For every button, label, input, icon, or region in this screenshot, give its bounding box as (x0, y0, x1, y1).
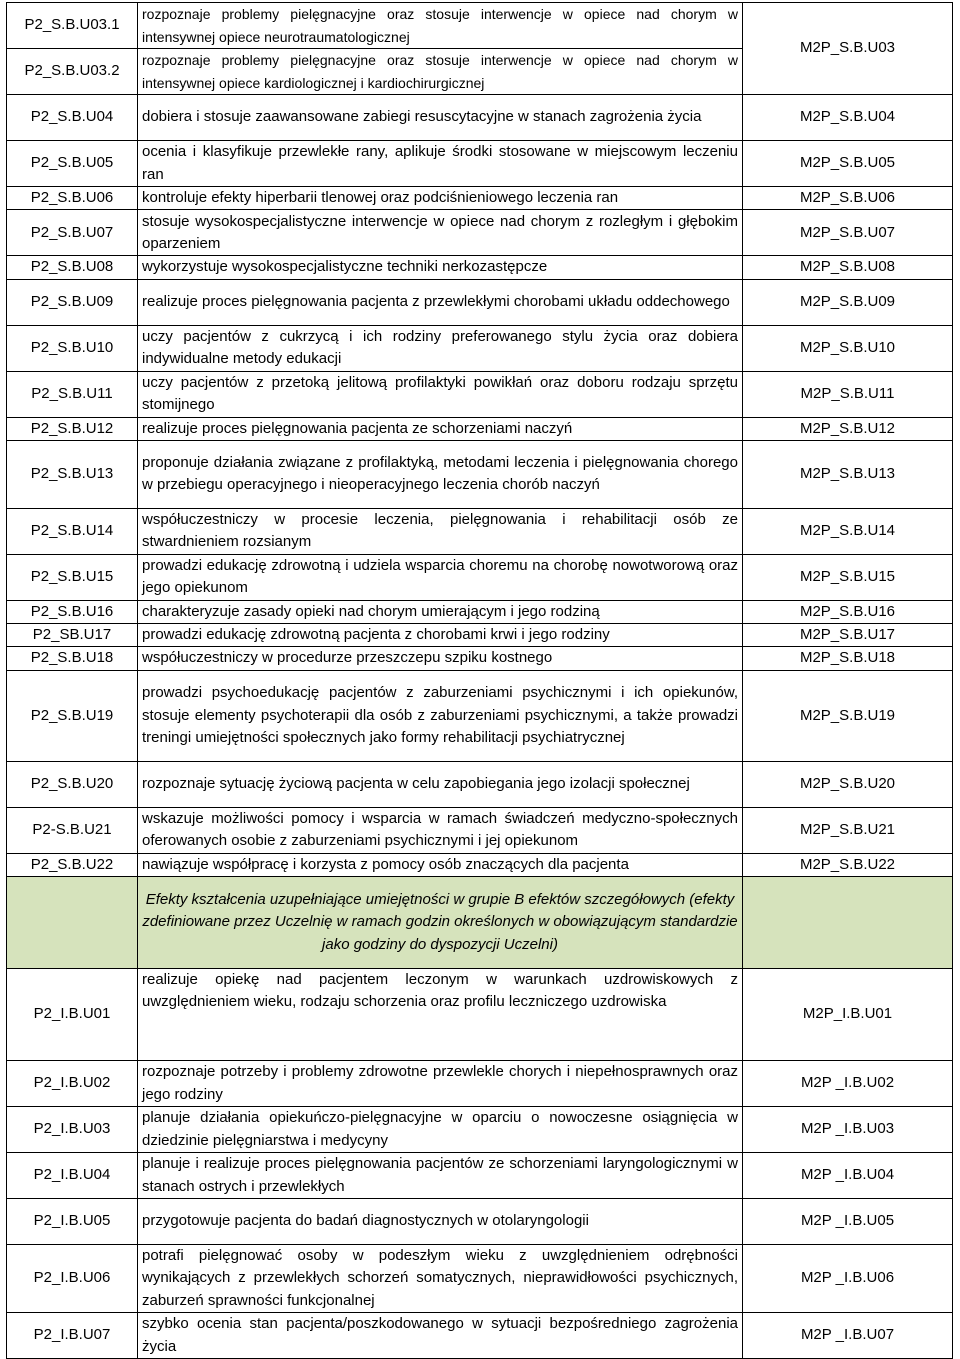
table-row (7, 1245, 953, 1313)
outcome-code: P2_S.B.U19 (7, 670, 138, 761)
outcome-description: realizuje proces pielęgnowania pacjenta ze schorzeniami naczyń (138, 417, 743, 440)
outcome-code: P2_SB.U17 (7, 624, 138, 647)
outcome-reference: M2P_S.B.U10 (743, 325, 953, 371)
outcome-code: P2_I.B.U01 (7, 969, 138, 1061)
outcome-reference: M2P _I.B.U04 (743, 1153, 953, 1199)
outcome-reference: M2P_S.B.U16 (743, 600, 953, 623)
outcome-reference: M2P_S.B.U04 (743, 95, 953, 141)
outcome-code: P2_S.B.U06 (7, 187, 138, 210)
outcome-description: prowadzi edukację zdrowotną i udziela wsparcia choremu na chorobę nowotworową oraz jego opiekunom (138, 554, 743, 600)
outcome-code: P2_S.B.U04 (7, 95, 138, 141)
outcome-code: P2_I.B.U04 (7, 1153, 138, 1199)
outcome-description: rozpoznaje potrzeby i problemy zdrowotne przewlekle chorych i niepełnosprawnych oraz jego rodziny (138, 1061, 743, 1107)
outcome-description: współuczestniczy w procedurze przeszczepu szpiku kostnego (138, 647, 743, 670)
outcome-description: kontroluje efekty hiperbarii tlenowej oraz podciśnieniowego leczenia ran (138, 187, 743, 210)
outcome-description: rozpoznaje sytuację życiową pacjenta w celu zapobiegania jego izolacji społecznej (138, 761, 743, 807)
outcome-reference: M2P_S.B.U12 (743, 417, 953, 440)
outcome-code: P2_S.B.U03.2 (7, 49, 138, 95)
table-row (7, 969, 953, 1061)
outcome-code: P2_I.B.U05 (7, 1199, 138, 1245)
table-row (7, 187, 953, 210)
outcome-code: P2_S.B.U12 (7, 417, 138, 440)
table-row (7, 1107, 953, 1153)
outcome-code: P2_I.B.U07 (7, 1313, 138, 1359)
outcome-description: prowadzi psychoedukację pacjentów z zaburzeniami psychicznymi i ich opiekunów, stosuje elementy psychoterapii dla osób z zaburzeniami psychicznymi, a także prowadzi treningi umiejętności społecznych jako formy rehabilitacji psychiatrycznej (138, 670, 743, 761)
table-row (7, 325, 953, 371)
section-banner: Efekty kształcenia uzupełniające umiejętności w grupie B efektów szczegółowych (efekty zdefiniowane przez Uczelnię w ramach godzin określonych w obowiązującym standardzie jako godziny do dyspozycji Uczelni) (138, 877, 743, 969)
table-row (7, 624, 953, 647)
outcome-code: P2_S.B.U11 (7, 371, 138, 417)
outcome-description: uczy pacjentów z cukrzycą i ich rodziny preferowanego stylu życia oraz dobiera indywidualne metody edukacji (138, 325, 743, 371)
table-row (7, 3, 953, 49)
outcome-description: rozpoznaje problemy pielęgnacyjne oraz stosuje interwencje w opiece nad chorym w intensywnej opiece kardiologicznej i kardiochirurgicznej (138, 49, 743, 95)
outcome-description: planuje działania opiekuńczo-pielęgnacyjne w oparciu o nowoczesne osiągnięcia w dziedzinie pielęgniarstwa i medycyny (138, 1107, 743, 1153)
outcome-code: P2_S.B.U09 (7, 279, 138, 325)
outcome-code: P2_S.B.U16 (7, 600, 138, 623)
outcome-code: P2_I.B.U03 (7, 1107, 138, 1153)
outcome-reference: M2P_S.B.U05 (743, 141, 953, 187)
outcome-code: P2_S.B.U08 (7, 256, 138, 279)
table-row (7, 853, 953, 876)
outcome-description: uczy pacjentów z przetoką jelitową profilaktyki powikłań oraz doboru rodzaju sprzętu stomijnego (138, 371, 743, 417)
outcome-reference: M2P_S.B.U22 (743, 853, 953, 876)
table-row (7, 1153, 953, 1199)
outcome-reference: M2P_S.B.U18 (743, 647, 953, 670)
outcome-code: P2_S.B.U20 (7, 761, 138, 807)
outcome-reference: M2P _I.B.U05 (743, 1199, 953, 1245)
table-row (7, 279, 953, 325)
table-row (7, 371, 953, 417)
outcome-reference: M2P_S.B.U08 (743, 256, 953, 279)
outcome-description: charakteryzuje zasady opieki nad chorym umierającym i jego rodziną (138, 600, 743, 623)
outcome-description: rozpoznaje problemy pielęgnacyjne oraz stosuje interwencje w opiece nad chorym w intensywnej opiece neurotraumatologicznej (138, 3, 743, 49)
outcome-code: P2_S.B.U13 (7, 440, 138, 508)
table-row (7, 807, 953, 853)
outcome-description: współuczestniczy w procesie leczenia, pielęgnowania i rehabilitacji osób ze stwardnieniem rozsianym (138, 508, 743, 554)
section-banner-row (7, 877, 953, 969)
outcome-reference: M2P_S.B.U11 (743, 371, 953, 417)
table-row (7, 1313, 953, 1359)
outcome-description: stosuje wysokospecjalistyczne interwencje w opiece nad chorym z rozległym i głębokim oparzeniem (138, 210, 743, 256)
table-row (7, 761, 953, 807)
outcome-description: realizuje proces pielęgnowania pacjenta z przewlekłymi chorobami układu oddechowego (138, 279, 743, 325)
outcome-description: szybko ocenia stan pacjenta/poszkodowanego w sytuacji bezpośredniego zagrożenia życia (138, 1313, 743, 1359)
table-row (7, 141, 953, 187)
outcome-reference: M2P_I.B.U01 (743, 969, 953, 1061)
outcome-reference: M2P _I.B.U06 (743, 1245, 953, 1313)
outcome-reference: M2P_S.B.U21 (743, 807, 953, 853)
outcome-description: wskazuje możliwości pomocy i wsparcia w ramach świadczeń medyczno-społecznych oferowanych osobie z zaburzeniami psychicznymi i jej opiekunom (138, 807, 743, 853)
outcome-description: nawiązuje współpracę i korzysta z pomocy osób znaczących dla pacjenta (138, 853, 743, 876)
table-row (7, 1199, 953, 1245)
outcome-code: P2_S.B.U05 (7, 141, 138, 187)
outcome-code: P2_S.B.U10 (7, 325, 138, 371)
outcome-reference: M2P_S.B.U19 (743, 670, 953, 761)
table-row (7, 600, 953, 623)
outcome-code: P2_S.B.U15 (7, 554, 138, 600)
outcome-code: P2_S.B.U14 (7, 508, 138, 554)
outcome-description: dobiera i stosuje zaawansowane zabiegi resuscytacyjne w stanach zagrożenia życia (138, 95, 743, 141)
table-row (7, 647, 953, 670)
table-row (7, 210, 953, 256)
outcome-code: P2_S.B.U07 (7, 210, 138, 256)
learning-outcomes-table (6, 2, 953, 1359)
outcome-reference: M2P_S.B.U03 (743, 3, 953, 95)
outcome-reference: M2P _I.B.U07 (743, 1313, 953, 1359)
table-row (7, 554, 953, 600)
table-row (7, 417, 953, 440)
outcome-reference: M2P _I.B.U02 (743, 1061, 953, 1107)
outcome-description: proponuje działania związane z profilaktyką, metodami leczenia i pielęgnowania chorego w przebiegu operacyjnego i nieoperacyjnego leczenia chorób naczyń (138, 440, 743, 508)
outcome-description: realizuje opiekę nad pacjentem leczonym w warunkach uzdrowiskowych z uwzględnieniem wieku, rodzaju schorzenia oraz profilu leczniczego uzdrowiska (138, 969, 743, 1061)
outcome-code: P2_S.B.U22 (7, 853, 138, 876)
outcome-code: P2_S.B.U18 (7, 647, 138, 670)
outcome-code: P2-S.B.U21 (7, 807, 138, 853)
outcome-description: potrafi pielęgnować osoby w podeszłym wieku z uwzględnieniem odrębności wynikających z przewlekłych schorzeń somatycznych, nieprawidłowości psychicznych, zaburzeń sprawności funkcjonalnej (138, 1245, 743, 1313)
outcome-code: P2_I.B.U02 (7, 1061, 138, 1107)
outcome-reference: M2P _I.B.U03 (743, 1107, 953, 1153)
banner-spacer-cell (743, 877, 953, 969)
table-row (7, 1061, 953, 1107)
outcome-description: prowadzi edukację zdrowotną pacjenta z chorobami krwi i jego rodziny (138, 624, 743, 647)
outcome-code: P2_I.B.U06 (7, 1245, 138, 1313)
outcome-description: wykorzystuje wysokospecjalistyczne techniki nerkozastępcze (138, 256, 743, 279)
outcome-reference: M2P_S.B.U06 (743, 187, 953, 210)
table-row (7, 508, 953, 554)
outcome-description: przygotowuje pacjenta do badań diagnostycznych w otolaryngologii (138, 1199, 743, 1245)
outcome-reference: M2P_S.B.U13 (743, 440, 953, 508)
table-row (7, 95, 953, 141)
outcome-reference: M2P_S.B.U14 (743, 508, 953, 554)
outcome-reference: M2P_S.B.U09 (743, 279, 953, 325)
outcome-description: ocenia i klasyfikuje przewlekłe rany, aplikuje środki stosowane w miejscowym leczeniu ran (138, 141, 743, 187)
table-row (7, 670, 953, 761)
outcome-reference: M2P_S.B.U07 (743, 210, 953, 256)
outcome-reference: M2P_S.B.U17 (743, 624, 953, 647)
table-row (7, 440, 953, 508)
outcomes-table-body (7, 3, 953, 1359)
banner-spacer-cell (7, 877, 138, 969)
outcome-reference: M2P_S.B.U20 (743, 761, 953, 807)
outcome-description: planuje i realizuje proces pielęgnowania pacjentów ze schorzeniami laryngologicznymi w stanach ostrych i przewlekłych (138, 1153, 743, 1199)
table-row (7, 256, 953, 279)
outcome-reference: M2P_S.B.U15 (743, 554, 953, 600)
outcome-code: P2_S.B.U03.1 (7, 3, 138, 49)
